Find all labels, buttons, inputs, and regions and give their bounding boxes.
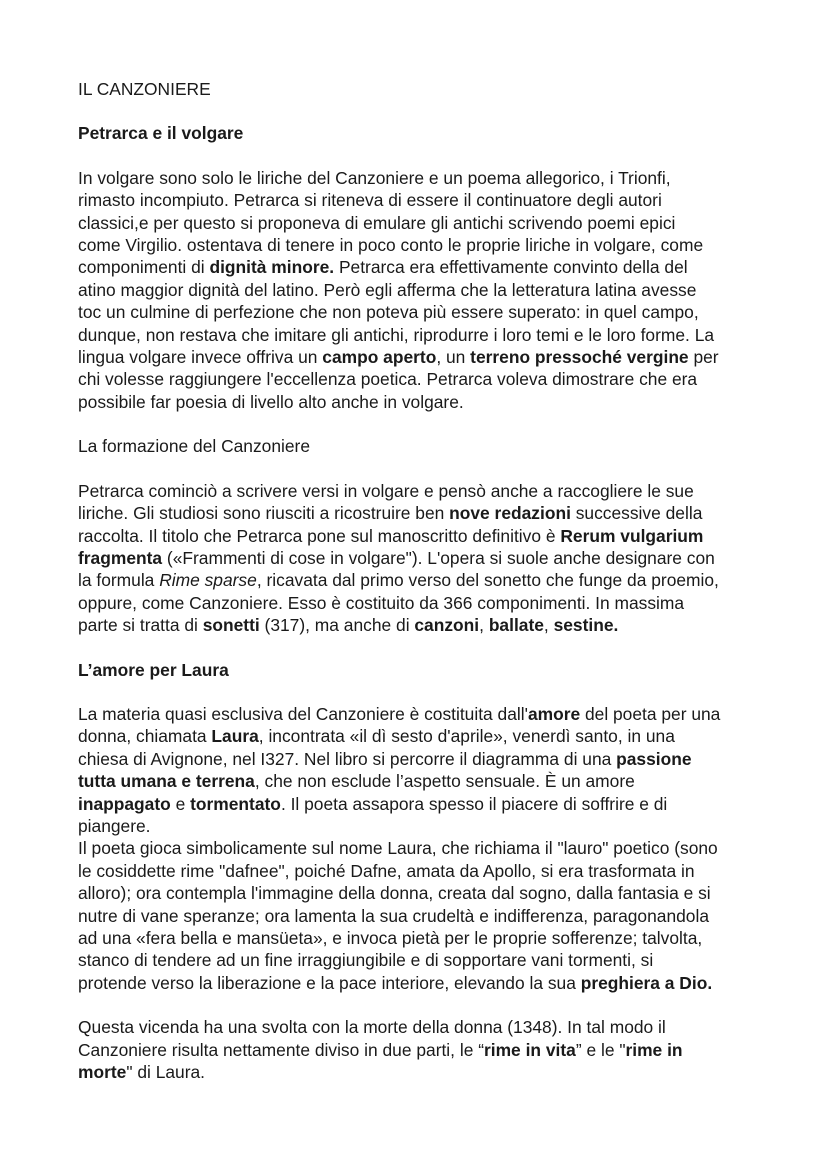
text-line: possibile far poesia di livello alto anche in volgare. [78,391,464,412]
text-line: fragmenta («Frammenti di cose in volgare"). L'opera si suole anche designare con [78,547,715,568]
section-heading-formazione: La formazione del Canzoniere [78,436,311,457]
text-line: In volgare sono solo le liriche del Canzoniere e un poema allegorico, i Trionfi, [78,167,671,188]
text-line: rimasto incompiuto. Petrarca si riteneva di essere il continuatore degli autori [78,190,662,211]
text-line: stanco di tendere ad un fine irraggiungibile e di sopportare vani tormenti, si [78,950,654,971]
text-line: parte si tratta di sonetti (317), ma anche di canzoni, ballate, sestine. [78,615,619,636]
text-line: Questa vicenda ha una svolta con la morte della donna (1348). In tal modo il [78,1017,666,1038]
italic-title: Rime sparse [159,570,257,591]
emphasis: canzoni [414,615,480,636]
emphasis: sestine. [553,615,619,636]
text-line: come Virgilio. ostentava di tenere in poco conto le proprie liriche in volgare, come [78,235,704,256]
emphasis: passione [616,748,692,769]
emphasis: ballate [488,615,544,636]
paragraph-volgare [78,167,758,413]
emphasis: rime in vita [484,1039,576,1060]
emphasis: Laura [211,726,259,747]
text-line: le cosiddette rime "dafnee", poiché Dafne, amata da Apollo, si era trasformata in [78,860,695,881]
text-line: classici,e per questo si proponeva di emulare gli antichi scrivendo poemi epici [78,212,676,233]
emphasis: sonetti [202,615,260,636]
paragraph-laura-2 [78,837,758,994]
text-line: componimenti di dignità minore. Petrarca era effettivamente convinto della del [78,257,688,278]
text-line: alloro); ora contempla l'immagine della donna, creata dal sogno, dalla fantasia e si [78,883,711,904]
text-line: morte" di Laura. [78,1062,206,1083]
paragraph-laura-1 [78,703,758,837]
emphasis: fragmenta [78,547,163,568]
text-line: dunque, non restava che imitare gli antichi, riprodurre i loro temi e le loro forme. La [78,324,715,345]
emphasis: campo aperto [322,347,437,368]
text-line: La materia quasi esclusiva del Canzoniere è costituita dall'amore del poeta per una [78,703,721,724]
text-line: Il poeta gioca simbolicamente sul nome Laura, che richiama il "lauro" poetico (sono [78,838,718,859]
emphasis: tutta umana e terrena [78,771,255,792]
paragraph-formazione [78,480,758,637]
text-line: lingua volgare invece offriva un campo aperto, un terreno pressoché vergine per [78,347,719,368]
text-line: protende verso la liberazione e la pace interiore, elevando la sua preghiera a Dio. [78,972,713,993]
page-title: IL CANZONIERE [78,79,211,99]
text-line: raccolta. Il titolo che Petrarca pone sul manoscritto definitivo è Rerum vulgarium [78,525,704,546]
text-line: toc un culmine di perfezione che non poteva più essere superato: in quel campo, [78,302,699,323]
text-line: la formula Rime sparse, ricavata dal primo verso del sonetto che funge da proemio, [78,570,719,591]
emphasis: preghiera a Dio. [580,972,713,993]
text-line: piangere. [78,815,151,836]
emphasis: morte [78,1062,127,1083]
emphasis: dignità minore. [209,257,335,278]
text-line: atino maggior dignità del latino. Però egli afferma che la letteratura latina avesse [78,279,697,300]
text-line: nutre di vane speranze; ora lamenta la sua crudeltà e indifferenza, paragonandola [78,905,709,926]
text-line: chiesa di Avignone, nel I327. Nel libro si percorre il diagramma di una passione [78,748,692,769]
emphasis: Rerum vulgarium [560,525,704,546]
paragraph-laura-3 [78,1016,758,1083]
emphasis: rime in [625,1039,683,1060]
emphasis: inappagato [78,793,171,814]
text-line: Canzoniere risulta nettamente diviso in due parti, le “rime in vita” e le "rime in [78,1039,683,1060]
text-line: tutta umana e terrena, che non esclude l’aspetto sensuale. È un amore [78,771,635,792]
text-line: chi volesse raggiungere l'eccellenza poetica. Petrarca voleva dimostrare che era [78,369,698,390]
text-line: donna, chiamata Laura, incontrata «il dì sesto d'aprile», venerdì santo, in una [78,726,675,747]
emphasis: terreno pressoché vergine [470,347,689,368]
emphasis: tormentato [190,793,281,814]
text-line: ad una «fera bella e mansüeta», e invoca pietà per le proprie sofferenze; talvolta, [78,928,703,948]
emphasis: nove redazioni [449,503,571,524]
emphasis: amore [527,703,581,724]
text-line: inappagato e tormentato. Il poeta assapora spesso il piacere di soffrire e di [78,793,668,814]
section-heading-volgare: Petrarca e il volgare [78,123,244,144]
text-line: liriche. Gli studiosi sono riusciti a ricostruire ben nove redazioni successive della [78,503,703,524]
text-line: oppure, come Canzoniere. Esso è costituito da 366 componimenti. In massima [78,592,685,613]
text-line: Petrarca cominciò a scrivere versi in volgare e pensò anche a raccogliere le sue [78,480,694,501]
section-heading-laura: L’amore per Laura [78,659,229,680]
